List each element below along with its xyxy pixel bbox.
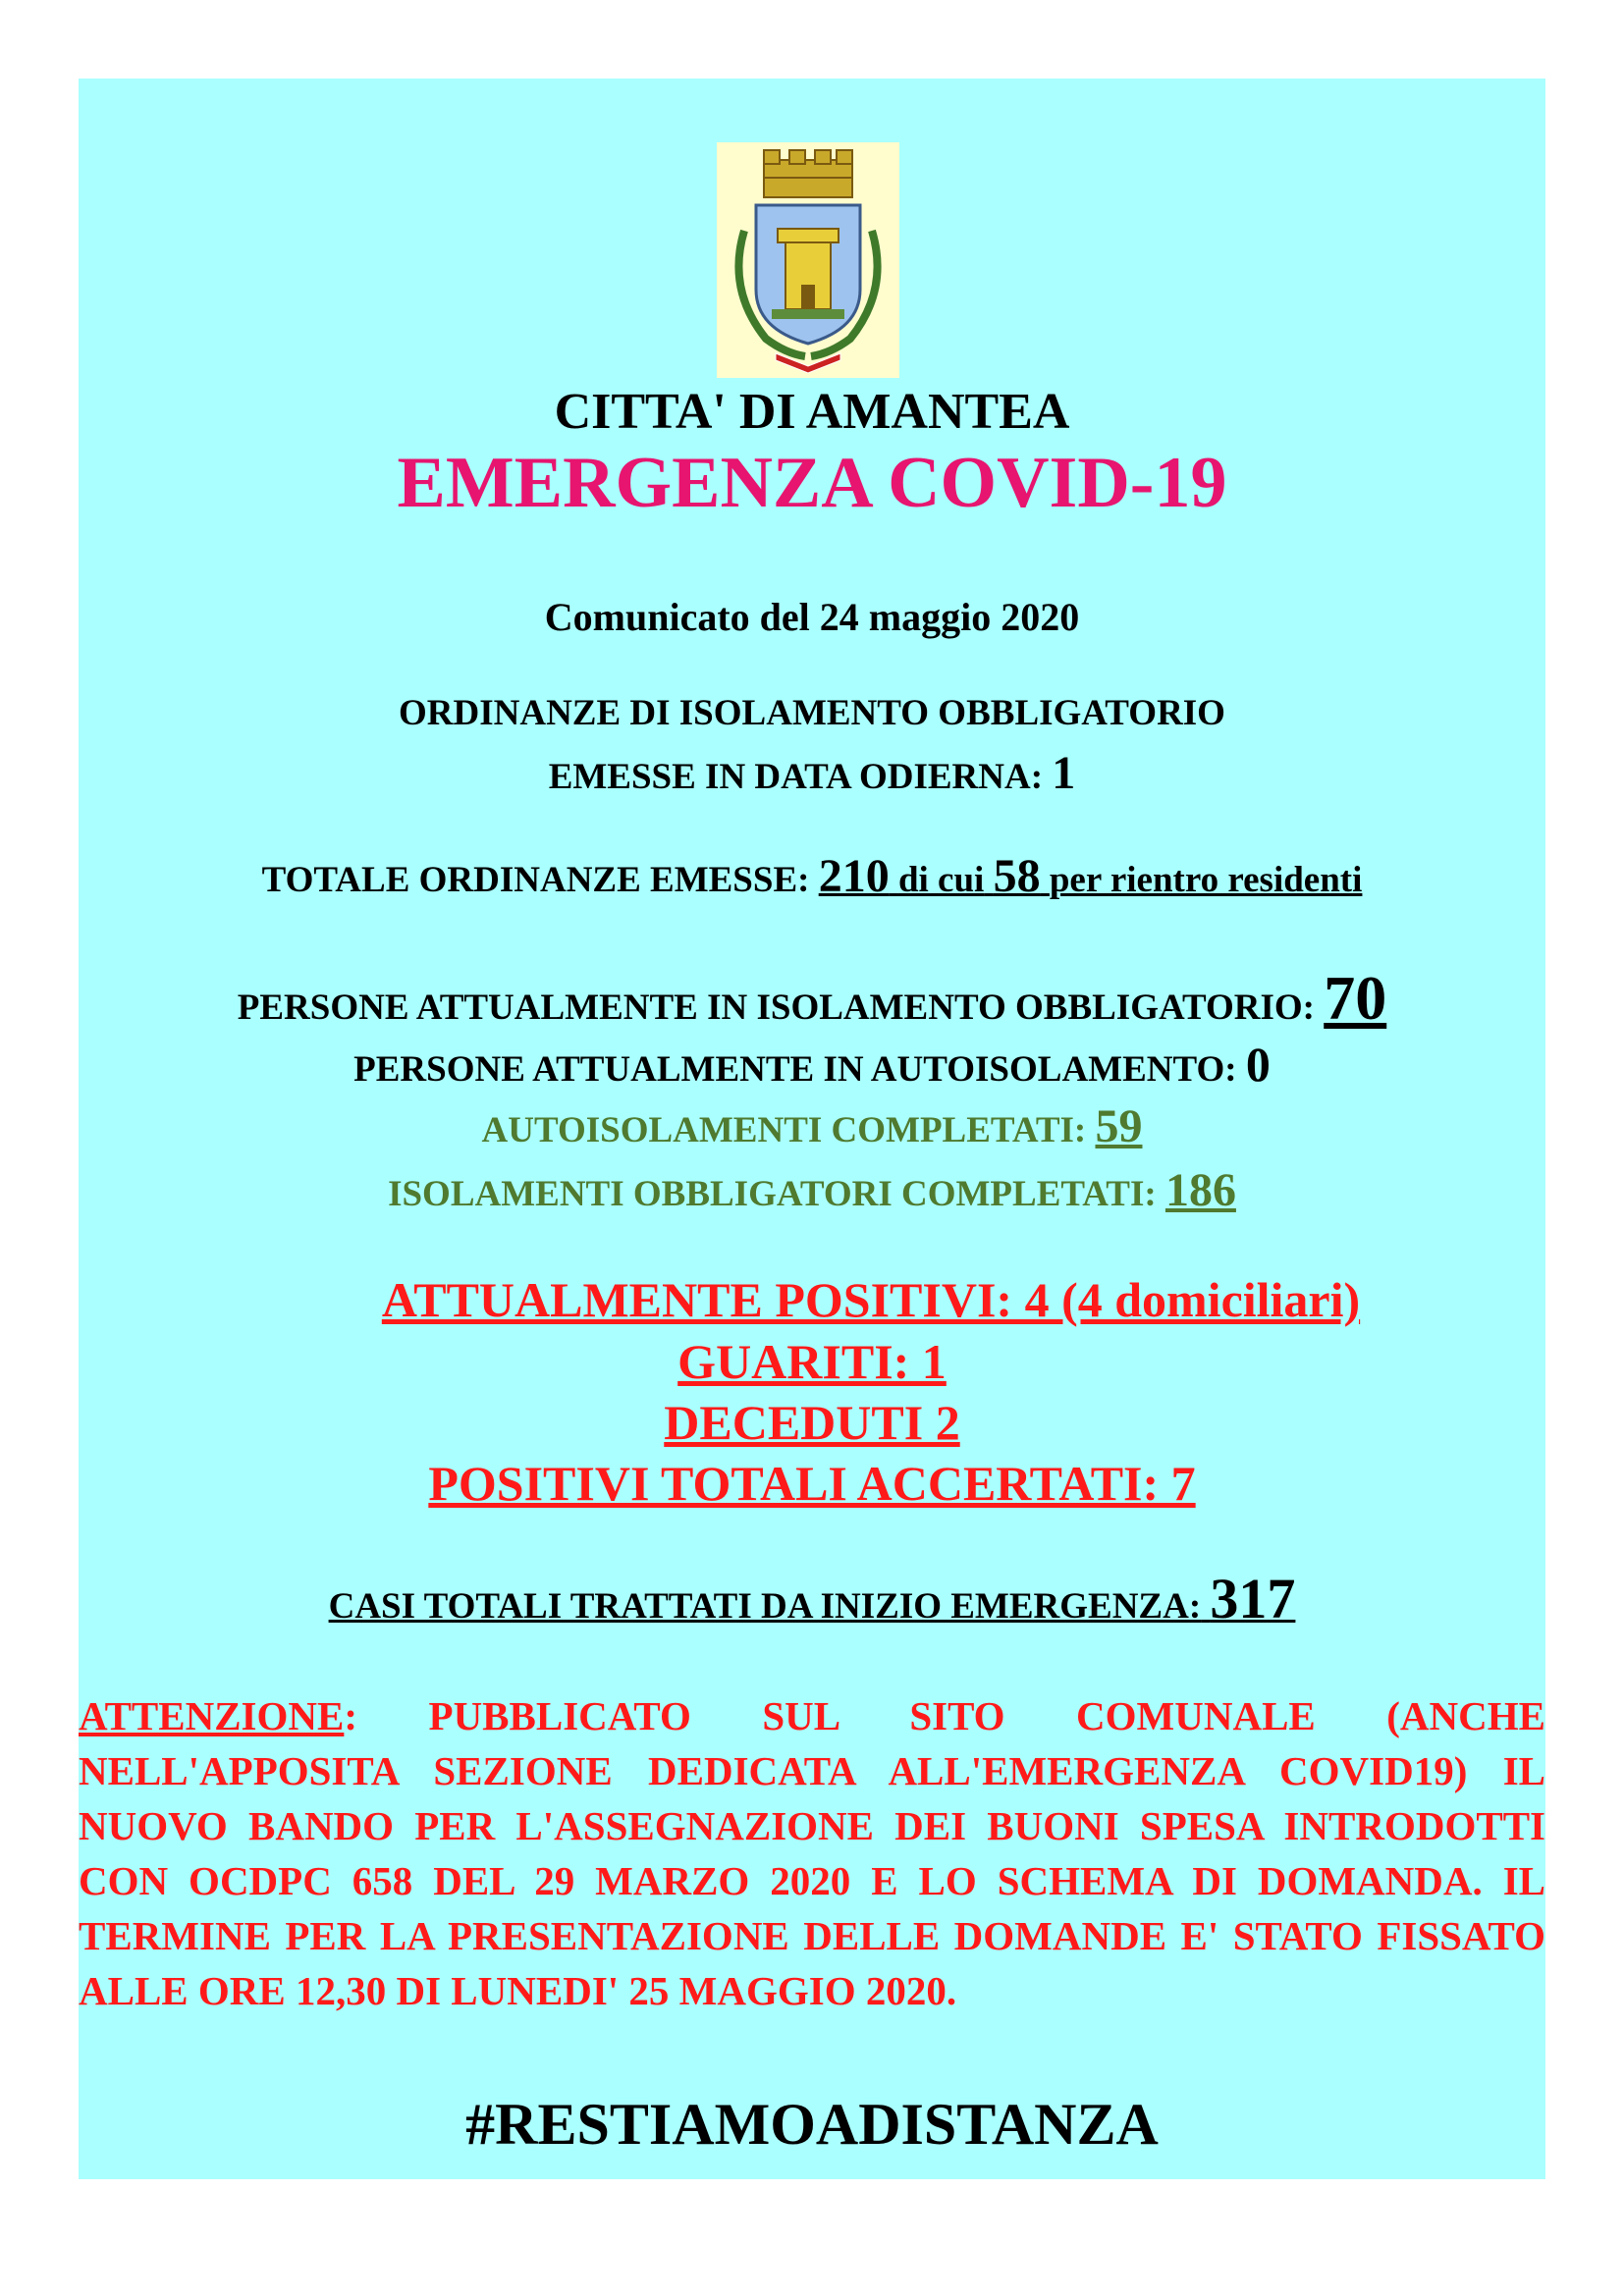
release-date: Comunicato del 24 maggio 2020	[544, 595, 1080, 639]
rientro-label: per rientro residenti	[1049, 860, 1363, 900]
positivi-totali: POSITIVI TOTALI ACCERTATI: 7	[428, 1456, 1196, 1511]
autoisolamento-value: 0	[1245, 1037, 1271, 1092]
hashtag: #RESTIAMOADISTANZA	[465, 2092, 1159, 2157]
obbl-completati-value: 186	[1164, 1164, 1236, 1216]
ordinanze-total-value: 210	[818, 850, 890, 902]
announcement-panel	[79, 79, 1545, 2179]
attualmente-positivi: ATTUALMENTE POSITIVI: 4 (4 domiciliari)	[381, 1272, 1361, 1327]
autoisolamento-row	[79, 1036, 1545, 1093]
ordinanze-heading: ORDINANZE DI ISOLAMENTO OBBLIGATORIO	[399, 693, 1225, 733]
notice-paragraph	[79, 1688, 1545, 2018]
coat-of-arms-emblem	[717, 142, 899, 378]
casi-totali-row	[79, 1566, 1545, 1631]
ordinanze-total-label: TOTALE ORDINANZE EMESSE:	[261, 860, 810, 900]
di-cui-text: di cui	[897, 860, 985, 900]
isolamento-label: PERSONE ATTUALMENTE IN ISOLAMENTO OBBLIGATORIO:	[237, 988, 1315, 1028]
auto-completati-label: AUTOISOLAMENTI COMPLETATI:	[481, 1110, 1087, 1150]
autoisolamenti-completati-row	[79, 1099, 1545, 1153]
ordinanze-total	[79, 849, 1545, 903]
isolamento-value: 70	[1324, 963, 1387, 1033]
deceduti: DECEDUTI 2	[664, 1395, 960, 1450]
ordinanze-today-value: 1	[1052, 747, 1076, 799]
isolamenti-completati-row	[79, 1163, 1545, 1217]
crest-icon	[717, 142, 899, 378]
ordinanze-today-label: EMESSE IN DATA ODIERNA:	[548, 757, 1044, 797]
page-title: EMERGENZA COVID-19	[397, 443, 1227, 523]
city-name: CITTA' DI AMANTEA	[554, 384, 1070, 440]
casi-label: CASI TOTALI TRATTATI DA INIZIO EMERGENZA:	[328, 1586, 1202, 1627]
ordinanze-today	[79, 746, 1545, 800]
autoisolamento-label: PERSONE ATTUALMENTE IN AUTOISOLAMENTO:	[353, 1049, 1237, 1090]
casi-value: 317	[1210, 1567, 1296, 1630]
obbl-completati-label: ISOLAMENTI OBBLIGATORI COMPLETATI:	[388, 1174, 1157, 1214]
notice-lead: ATTENZIONE	[79, 1693, 345, 1738]
guariti: GUARITI: 1	[677, 1334, 947, 1389]
notice-text: : PUBBLICATO SUL SITO COMUNALE (ANCHE NELL'APPOSITA SEZIONE DEDICATA ALL'EMERGENZA COVID19) IL NUOVO BANDO PER L'ASSEGNAZIONE DEI BUONI SPESA INTRODOTTI CON OCDPC 658 DEL 29 MARZO 2020 E LO SCHEMA DI DOMANDA. IL TERMINE PER LA PRESENTAZIONE DELLE DOMANDE E' STATO FISSATO ALLE ORE 12,30 DI LUNEDI' 25 MAGGIO 2020.	[79, 1693, 1545, 2013]
rientro-value: 58	[993, 850, 1041, 902]
auto-completati-value: 59	[1095, 1100, 1143, 1152]
isolamento-obbligatorio-row	[79, 962, 1545, 1035]
